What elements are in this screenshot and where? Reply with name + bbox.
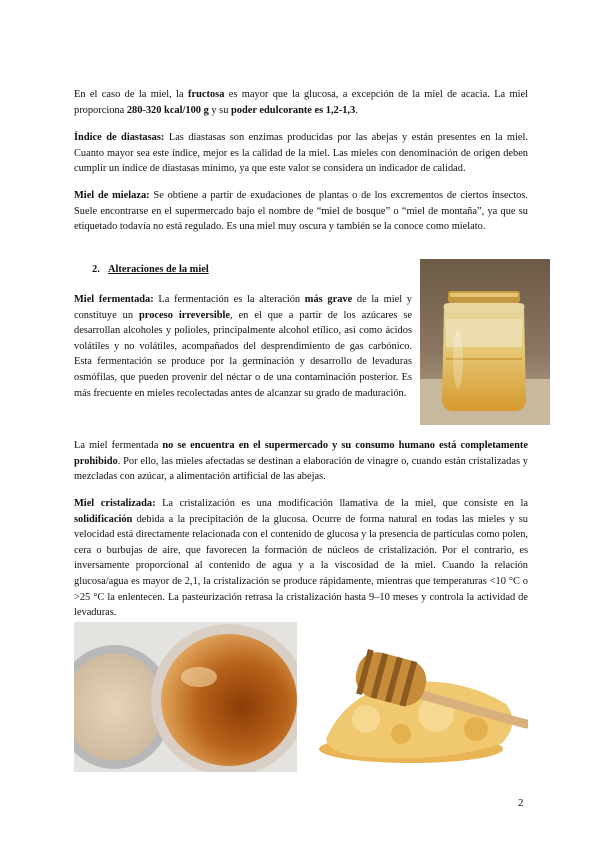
cristalizada-label: Miel cristalizada: [74,498,156,509]
mielada-paragraph: Miel de mielaza: Se obtiene a partir de exudaciones de plantas o de los excrementos de ciertos insectos. Suele encontrarse en el supermercado bajo el nombre de “miel de bosque” o “miel de montaña”, ya que su etiquetado todavía no está regulado. Es una miel muy oscura y también se la conoce como mielato. [74,190,528,233]
crystallized-honey-jars-image [74,622,297,772]
fermentada-paragraph: Miel fermentada: La fermentación es la alteración más grave de la miel y constituye un proceso irreversible, en el que a partir de los azúcares se desarrollan alcoholes y polioles, principalmente alcohol etílico, así como ácidos volátiles y no volátiles, acompañados del desprendimiento de gas carbónico. Esta fermentación se produce por la germinación y desarrollo de levaduras osmófilas, que pueden provenir del néctar o de una contaminación posterior. Es más frecuente en mieles recolectadas antes de alcanzar su grado de maduración. [74,294,413,399]
diastasas-label: Índice de diastasas: [74,132,165,143]
section-number: 2. [92,264,100,275]
cristalizada-paragraph: Miel cristalizada: La cristalización es una modificación llamativa de la miel, que consiste en la solidificación debida a la precipitación de la glucosa. Ocurre de forma natural en todas las mieles y su velocidad está directamente relacionada con el contenido de glucosa y la presencia de partículas como polen, cera o burbujas de aire, que favorecen la formación de núcleos de cristalización. Por el contrario, es inversamente proporcional al contenido de agua y a la viscosidad de la miel. Cuando la relación glucosa/agua es mayor de 2,1, la cristalización se produce rápidamente, mientras que temperaturas <10 °C o >25 °C la enlentecen. La pasteurización retrasa la cristalización hasta 9–10 meses y controla la actividad de levaduras. [74,498,528,619]
mielada-label: Miel de mielaza: [74,190,150,201]
diastasas-paragraph: Índice de diastasas: Las diastasas son enzimas producidas por las abejas y están presentes en la miel. Cuanto mayor sea este índice, mejor es la calidad de la miel. Las mieles con denominación de origen deben cumplir un índice de diastasas mínimo, ya que este valor se considera un indicador de calidad. [74,132,528,175]
section-title: Alteraciones de la miel [108,264,209,275]
fermented-honey-jar-image [420,259,550,425]
fermentada-label: Miel fermentada: [74,294,154,305]
intro-paragraph: En el caso de la miel, la fructosa es mayor que la glucosa, a excepción de la miel de acacia. La miel proporciona 280-320 kcal/100 g y su poder edulcorante es 1,2-1,3. [74,89,529,116]
page-number: 2 [518,797,524,809]
section-heading [92,264,209,275]
crystallized-honey-dipper-image [316,624,528,774]
supermercado-paragraph: La miel fermentada no se encuentra en el supermercado y su consumo humano está completamente prohibido. Por ello, las mieles afectadas se destinan a elaboración de vinagre o, cuando están cristalizadas y mezcladas con azúcar, a alimentación artificial de las abejas. [74,440,528,483]
